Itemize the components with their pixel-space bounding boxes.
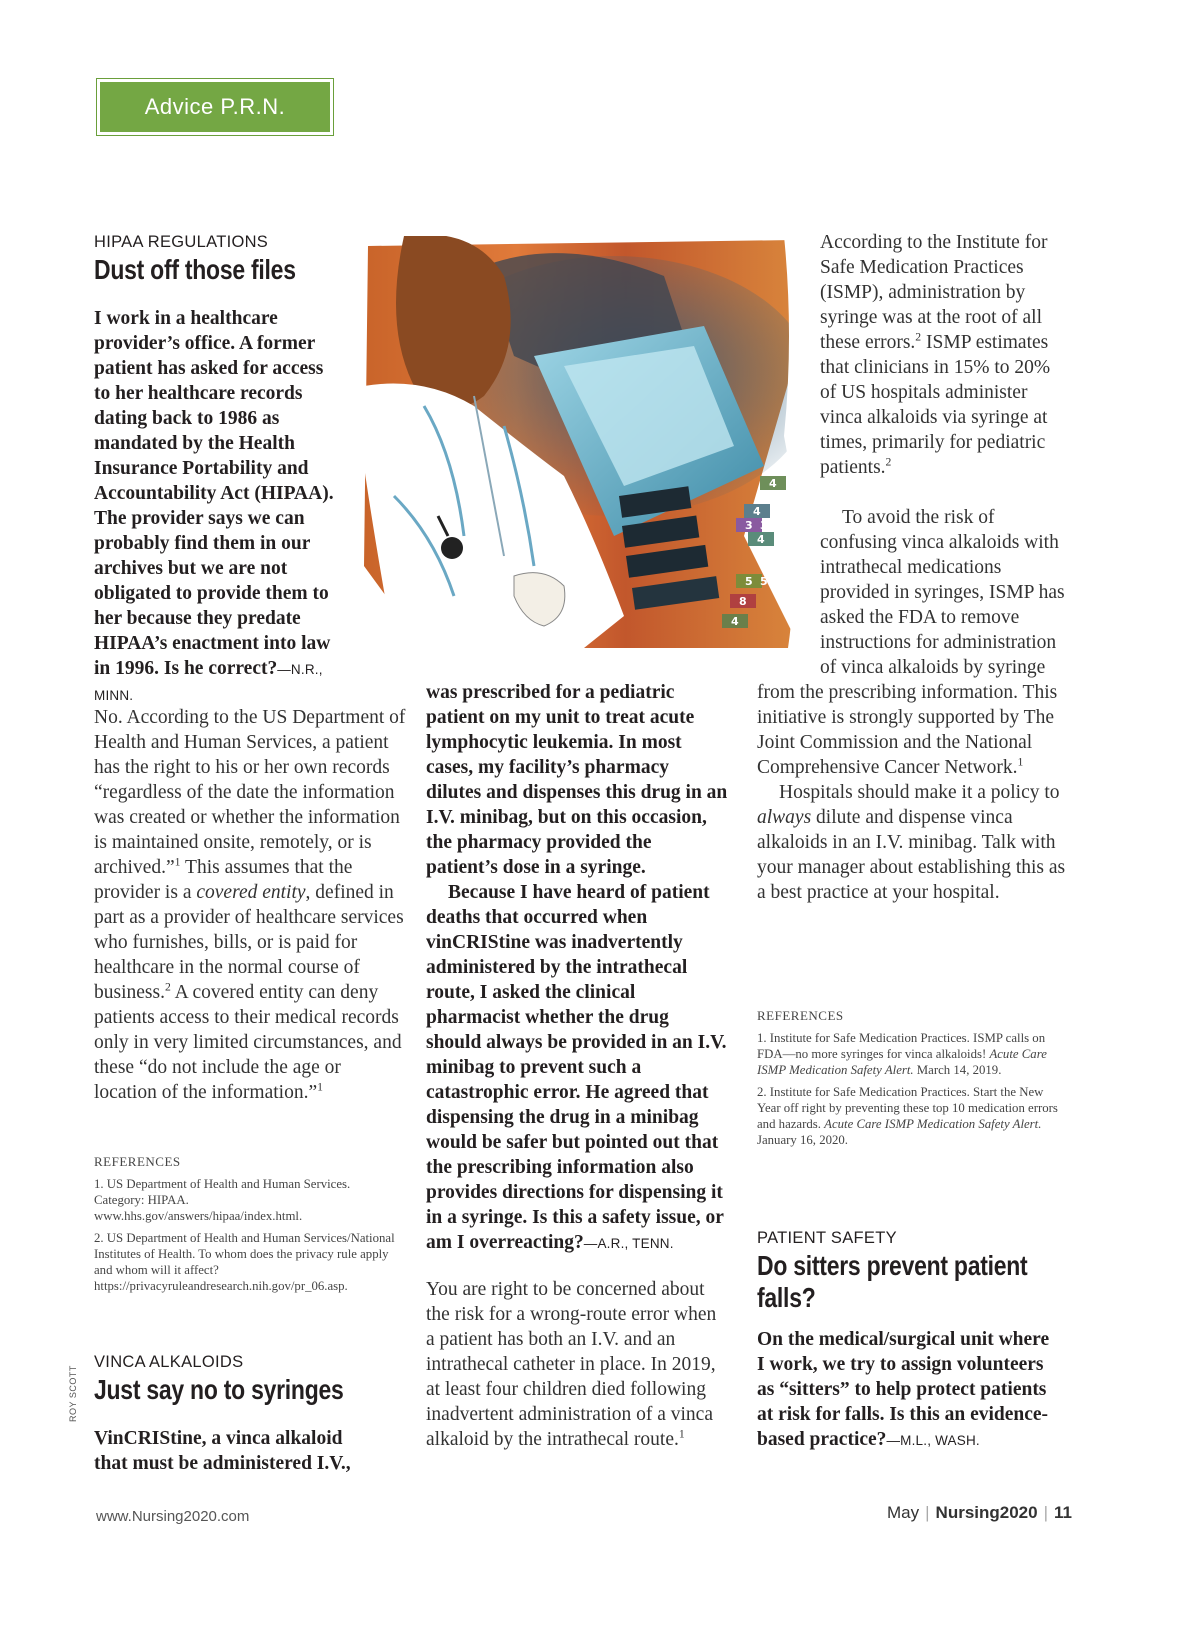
article2-references bbox=[757, 1030, 1067, 1154]
article2-answer-p4b: dilute and dispense vinca alkaloids in an I.V. minibag. Talk with your manager about establishing this as a best practice at your hospital. bbox=[757, 807, 1066, 903]
article2-question-p2: Because I have heard of patient deaths that occurred when vinCRIStine was inadvertently administered by the intrathecal route, I asked the clinical pharmacist whether the drug should always be provided in an I.V. minibag to prevent such a catastrophic error. He agreed that dispensing the drug in a minibag would be safer but pointed out that the prescribing information also provides directions for dispensing it in a syringe. Is this a safety issue, or am I overreacting? bbox=[426, 882, 727, 1253]
reference-item: 1. Institute for Safe Medication Practices. ISMP calls on FDA—no more syringes for vinca alkaloids! Acute Care ISMP Medication Safety Alert. March 14, 2019. bbox=[757, 1031, 1047, 1077]
footer-month: May bbox=[887, 1503, 920, 1522]
article1-answer bbox=[94, 705, 406, 1105]
article1-question bbox=[94, 306, 342, 708]
drawer-label: 4 bbox=[753, 505, 761, 518]
footer-folio: May | Nursing2020 | 11 bbox=[887, 1503, 1072, 1522]
article2-answer-col3-top bbox=[820, 230, 1070, 480]
article2-answer-p2: According to the Institute for Safe Medication Practices (ISMP), administration by syringe was at the root of all these errors. bbox=[820, 232, 1048, 353]
article3-question bbox=[757, 1327, 1057, 1453]
drawer-label: 5 bbox=[745, 575, 753, 588]
drawer-label: 8 bbox=[739, 595, 747, 608]
footer-magazine: Nursing2020 bbox=[935, 1503, 1038, 1522]
article2-answer-p1: You are right to be concerned about the risk for a wrong-route error when a patient has both an I.V. and an intrathecal catheter in place. In 2019, at least four children died following inadvertent administration of a vinca alkaloid by the intrathecal route. bbox=[426, 1279, 717, 1450]
article1-references-heading: REFERENCES bbox=[94, 1154, 181, 1169]
citation-sup: 1 bbox=[317, 1080, 323, 1094]
citation-sup: 1 bbox=[678, 1427, 685, 1441]
article2-answer-p2b: ISMP estimates that clinicians in 15% to 20% of US hospitals administer vinca alkaloids via syringe at times, primarily for pediatric patients. bbox=[820, 332, 1051, 478]
drawer-label: 4 bbox=[731, 615, 739, 628]
article3-signature: —M.L., WASH. bbox=[886, 1433, 980, 1448]
article2-question-start: VinCRIStine, a vinca alkaloid that must be administered I.V., bbox=[94, 1428, 351, 1474]
citation-sup: 1 bbox=[174, 855, 181, 869]
article2-answer-p3: To avoid the risk of confusing vinca alkaloids with intrathecal medications provided in syringes, ISMP has asked the FDA to remove instructions for administration of vinca alkaloids by syringe from the prescribing information. This initiative is strongly supported by The Joint Commission and the National Comprehensive Cancer Network. bbox=[757, 507, 1065, 778]
article1-headline: Dust off those files bbox=[94, 254, 296, 285]
footer-page-number: 11 bbox=[1054, 1503, 1072, 1522]
drawer-label: 3 bbox=[760, 519, 768, 532]
article1-answer-text-1: No. According to the US Department of Health and Human Services, a patient has the right to his or her own records “regardless of the date the information was created or whether the information is maintained onsite, remotely, or is archived.” bbox=[94, 707, 406, 878]
reference-item: 2. Institute for Safe Medication Practices. Start the New Year off right by preventing these top 10 medication errors and hazards. Acute Care ISMP Medication Safety Alert. January 16, 2020. bbox=[757, 1085, 1058, 1147]
article1-kicker: HIPAA REGULATIONS bbox=[94, 233, 269, 251]
illustration-doctor bbox=[364, 236, 800, 648]
reference-item: 1. US Department of Health and Human Services. Category: HIPAA. www.hhs.gov/answers/hipaa/index.html. bbox=[94, 1177, 351, 1223]
float-spacer bbox=[757, 505, 820, 680]
article3-kicker: PATIENT SAFETY bbox=[757, 1229, 897, 1247]
article1-answer-text-2: This assumes that the provider is a bbox=[94, 857, 353, 903]
citation-sup: 1 bbox=[1017, 755, 1024, 769]
article2-question-cont bbox=[426, 680, 728, 1256]
article2-answer-p4a: Hospitals should make it a policy to bbox=[779, 782, 1060, 803]
article2-kicker: VINCA ALKALOIDS bbox=[94, 1353, 244, 1371]
article1-answer-text-4: A covered entity can deny patients access to their medical records only in very limited circumstances, and these “do not include the age or location of the information.” bbox=[94, 982, 402, 1103]
citation-sup: 2 bbox=[915, 330, 922, 344]
reference-item: 2. US Department of Health and Human Services/National Institutes of Health. To whom does the privacy rule apply and whom will it affect? https://privacyruleandresearch.nih.gov/pr_06.asp. bbox=[94, 1231, 395, 1293]
drawer-label: 4 bbox=[769, 477, 777, 490]
article2-answer-col2 bbox=[426, 1277, 726, 1452]
citation-sup: 2 bbox=[885, 455, 892, 469]
article1-question-text: I work in a healthcare provider’s office. A former patient has asked for access to her healthcare records dating back to 1986 as mandated by the Health Insurance Portability and Accountability Act (HIPAA). The provider says we can probably find them in our archives but we are not obligated to provide them to her because they predate HIPAA’s enactment into law in 1996. Is he correct? bbox=[94, 308, 334, 679]
article2-answer-p3-block bbox=[757, 505, 1067, 905]
article1-answer-text-3: , defined in part as a provider of healthcare services who furnishes, bills, or is paid for healthcare in the normal course of business. bbox=[94, 882, 404, 1003]
drawer-label: 3 bbox=[745, 519, 753, 532]
article2-answer-italic: always bbox=[757, 807, 812, 828]
article2-headline: Just say no to syringes bbox=[94, 1374, 344, 1405]
section-banner: Advice P.R.N. bbox=[100, 82, 330, 132]
illustration-credit: ROY SCOTT bbox=[68, 1365, 78, 1422]
article2-signature: —A.R., TENN. bbox=[583, 1236, 674, 1251]
drawer-label: 4 bbox=[757, 533, 765, 546]
citation-sup: 2 bbox=[164, 980, 171, 994]
article1-references bbox=[94, 1176, 400, 1300]
article1-answer-italic: covered entity bbox=[196, 882, 306, 903]
drawer-label: 5 bbox=[760, 575, 768, 588]
article3-headline: Do sitters prevent patient falls? bbox=[757, 1250, 1028, 1313]
article2-references-heading: REFERENCES bbox=[757, 1008, 844, 1023]
footer-url: www.Nursing2020.com bbox=[96, 1508, 250, 1525]
article1-signature: —N.R., MINN. bbox=[94, 662, 323, 703]
article3-question-text: On the medical/surgical unit where I work, we try to assign volunteers as “sitters” to help protect patients at risk for falls. Is this an evidence-based practice? bbox=[757, 1329, 1050, 1450]
article2-question-p1: was prescribed for a pediatric patient on my unit to treat acute lymphocytic leukemia. In most cases, my facility’s pharmacy dilutes and dispenses this drug in an I.V. minibag, but on this occasion, the pharmacy provided the patient’s dose in a syringe. bbox=[426, 682, 728, 878]
